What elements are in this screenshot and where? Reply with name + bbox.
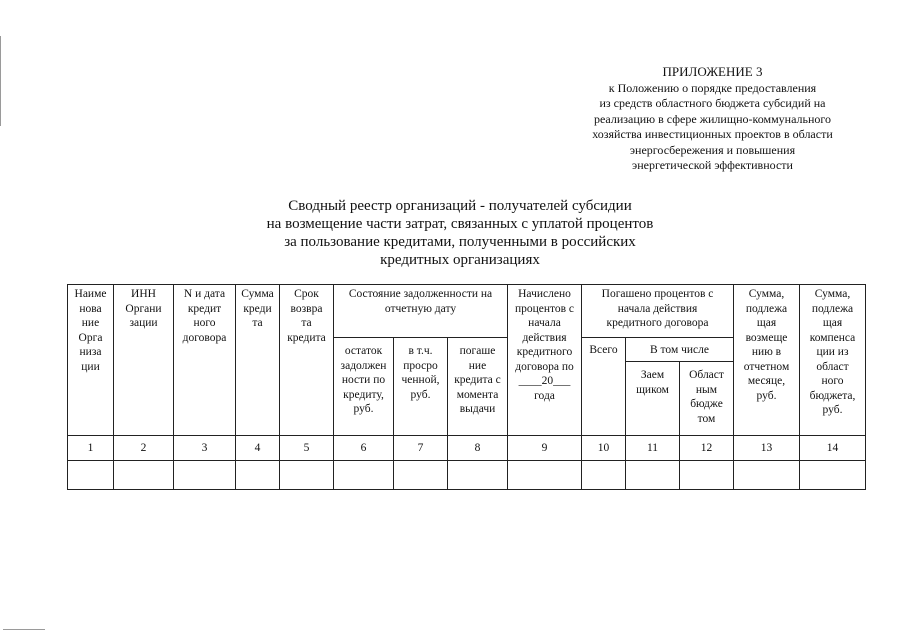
accrued-year: ____20___ (518, 375, 571, 387)
column-number-row (68, 436, 866, 461)
empty-cell (582, 461, 626, 490)
scan-edge-mark (3, 629, 45, 630)
header-debt-balance: остаток задолжен ности по кредиту, руб. (334, 338, 394, 436)
appendix-line: энергетической эффективности (632, 158, 793, 172)
header-credit-sum: Сумма креди та (236, 285, 280, 436)
header-overdue: в т.ч. просро ченной, руб. (394, 338, 448, 436)
title-line: на возмещение части затрат, связанных с уплатой процентов (266, 216, 654, 232)
empty-data-row (68, 461, 866, 490)
appendix-line: к Положению о порядке предоставления (608, 80, 817, 95)
empty-cell (114, 461, 174, 490)
empty-cell (394, 461, 448, 490)
column-number: 6 (334, 436, 394, 461)
empty-cell (508, 461, 582, 490)
header-return-term: Срок возвра та кредита (280, 285, 334, 436)
appendix-line: энергосбережения и повышения (629, 142, 796, 157)
appendix-heading: ПРИЛОЖЕНИЕ 3 (662, 64, 763, 79)
empty-cell (280, 461, 334, 490)
empty-cell (680, 461, 734, 490)
header-accrued-interest (508, 285, 582, 436)
accrued-suffix: года (534, 389, 555, 402)
empty-cell (734, 461, 800, 490)
column-number: 9 (508, 436, 582, 461)
header-org-name: Наиме нова ние Орга низа ции (68, 285, 114, 436)
header-compensation-regional: Сумма, подлежа щая компенса ции из област ного бюджета, руб. (800, 285, 866, 436)
header-total: Всего (582, 338, 626, 436)
header-reimbursement-month: Сумма, подлежа щая возмеще нию в отчетном месяце, руб. (734, 285, 800, 436)
column-number: 2 (114, 436, 174, 461)
empty-cell (236, 461, 280, 490)
empty-cell (68, 461, 114, 490)
column-number: 7 (394, 436, 448, 461)
header-contract: N и дата кредит ного договора (174, 285, 236, 436)
registry-table (67, 284, 866, 490)
empty-cell (448, 461, 508, 490)
title-line: Сводный реестр организаций - получателей субсидии (288, 198, 632, 214)
title-line: кредитных организациях (380, 252, 540, 268)
empty-cell (174, 461, 236, 490)
appendix-line: из средств областного бюджета субсидий на (599, 96, 826, 110)
column-number: 3 (174, 436, 236, 461)
column-number: 12 (680, 436, 734, 461)
scan-edge-mark (0, 36, 1, 126)
column-number: 4 (236, 436, 280, 461)
appendix-line: реализацию в сфере жилищно-коммунального (593, 111, 832, 126)
title-line: за пользование кредитами, полученными в российских (284, 234, 636, 250)
empty-cell (334, 461, 394, 490)
column-number: 13 (734, 436, 800, 461)
header-paid-interest: Погашено процентов с начала действия кредитного договора (582, 285, 734, 338)
header-regional-budget: Област ным бюдже том (680, 362, 734, 436)
empty-cell (626, 461, 680, 490)
header-borrower: Заем щиком (626, 362, 680, 436)
document-title (225, 197, 695, 269)
header-inn: ИНН Органи зации (114, 285, 174, 436)
column-number: 14 (800, 436, 866, 461)
header-repaid-total: погаше ние кредита с момента выдачи (448, 338, 508, 436)
column-number: 5 (280, 436, 334, 461)
empty-cell (800, 461, 866, 490)
column-number: 11 (626, 436, 680, 461)
column-number: 10 (582, 436, 626, 461)
appendix-block (560, 64, 865, 174)
column-number: 8 (448, 436, 508, 461)
header-including: В том числе (626, 338, 734, 362)
header-debt-state: Состояние задолженности на отчетную дату (334, 285, 508, 338)
accrued-text: Начислено процентов с начала действия кредитного договора по (514, 288, 575, 373)
column-number: 1 (68, 436, 114, 461)
appendix-line: хозяйства инвестиционных проектов в области (592, 127, 833, 141)
